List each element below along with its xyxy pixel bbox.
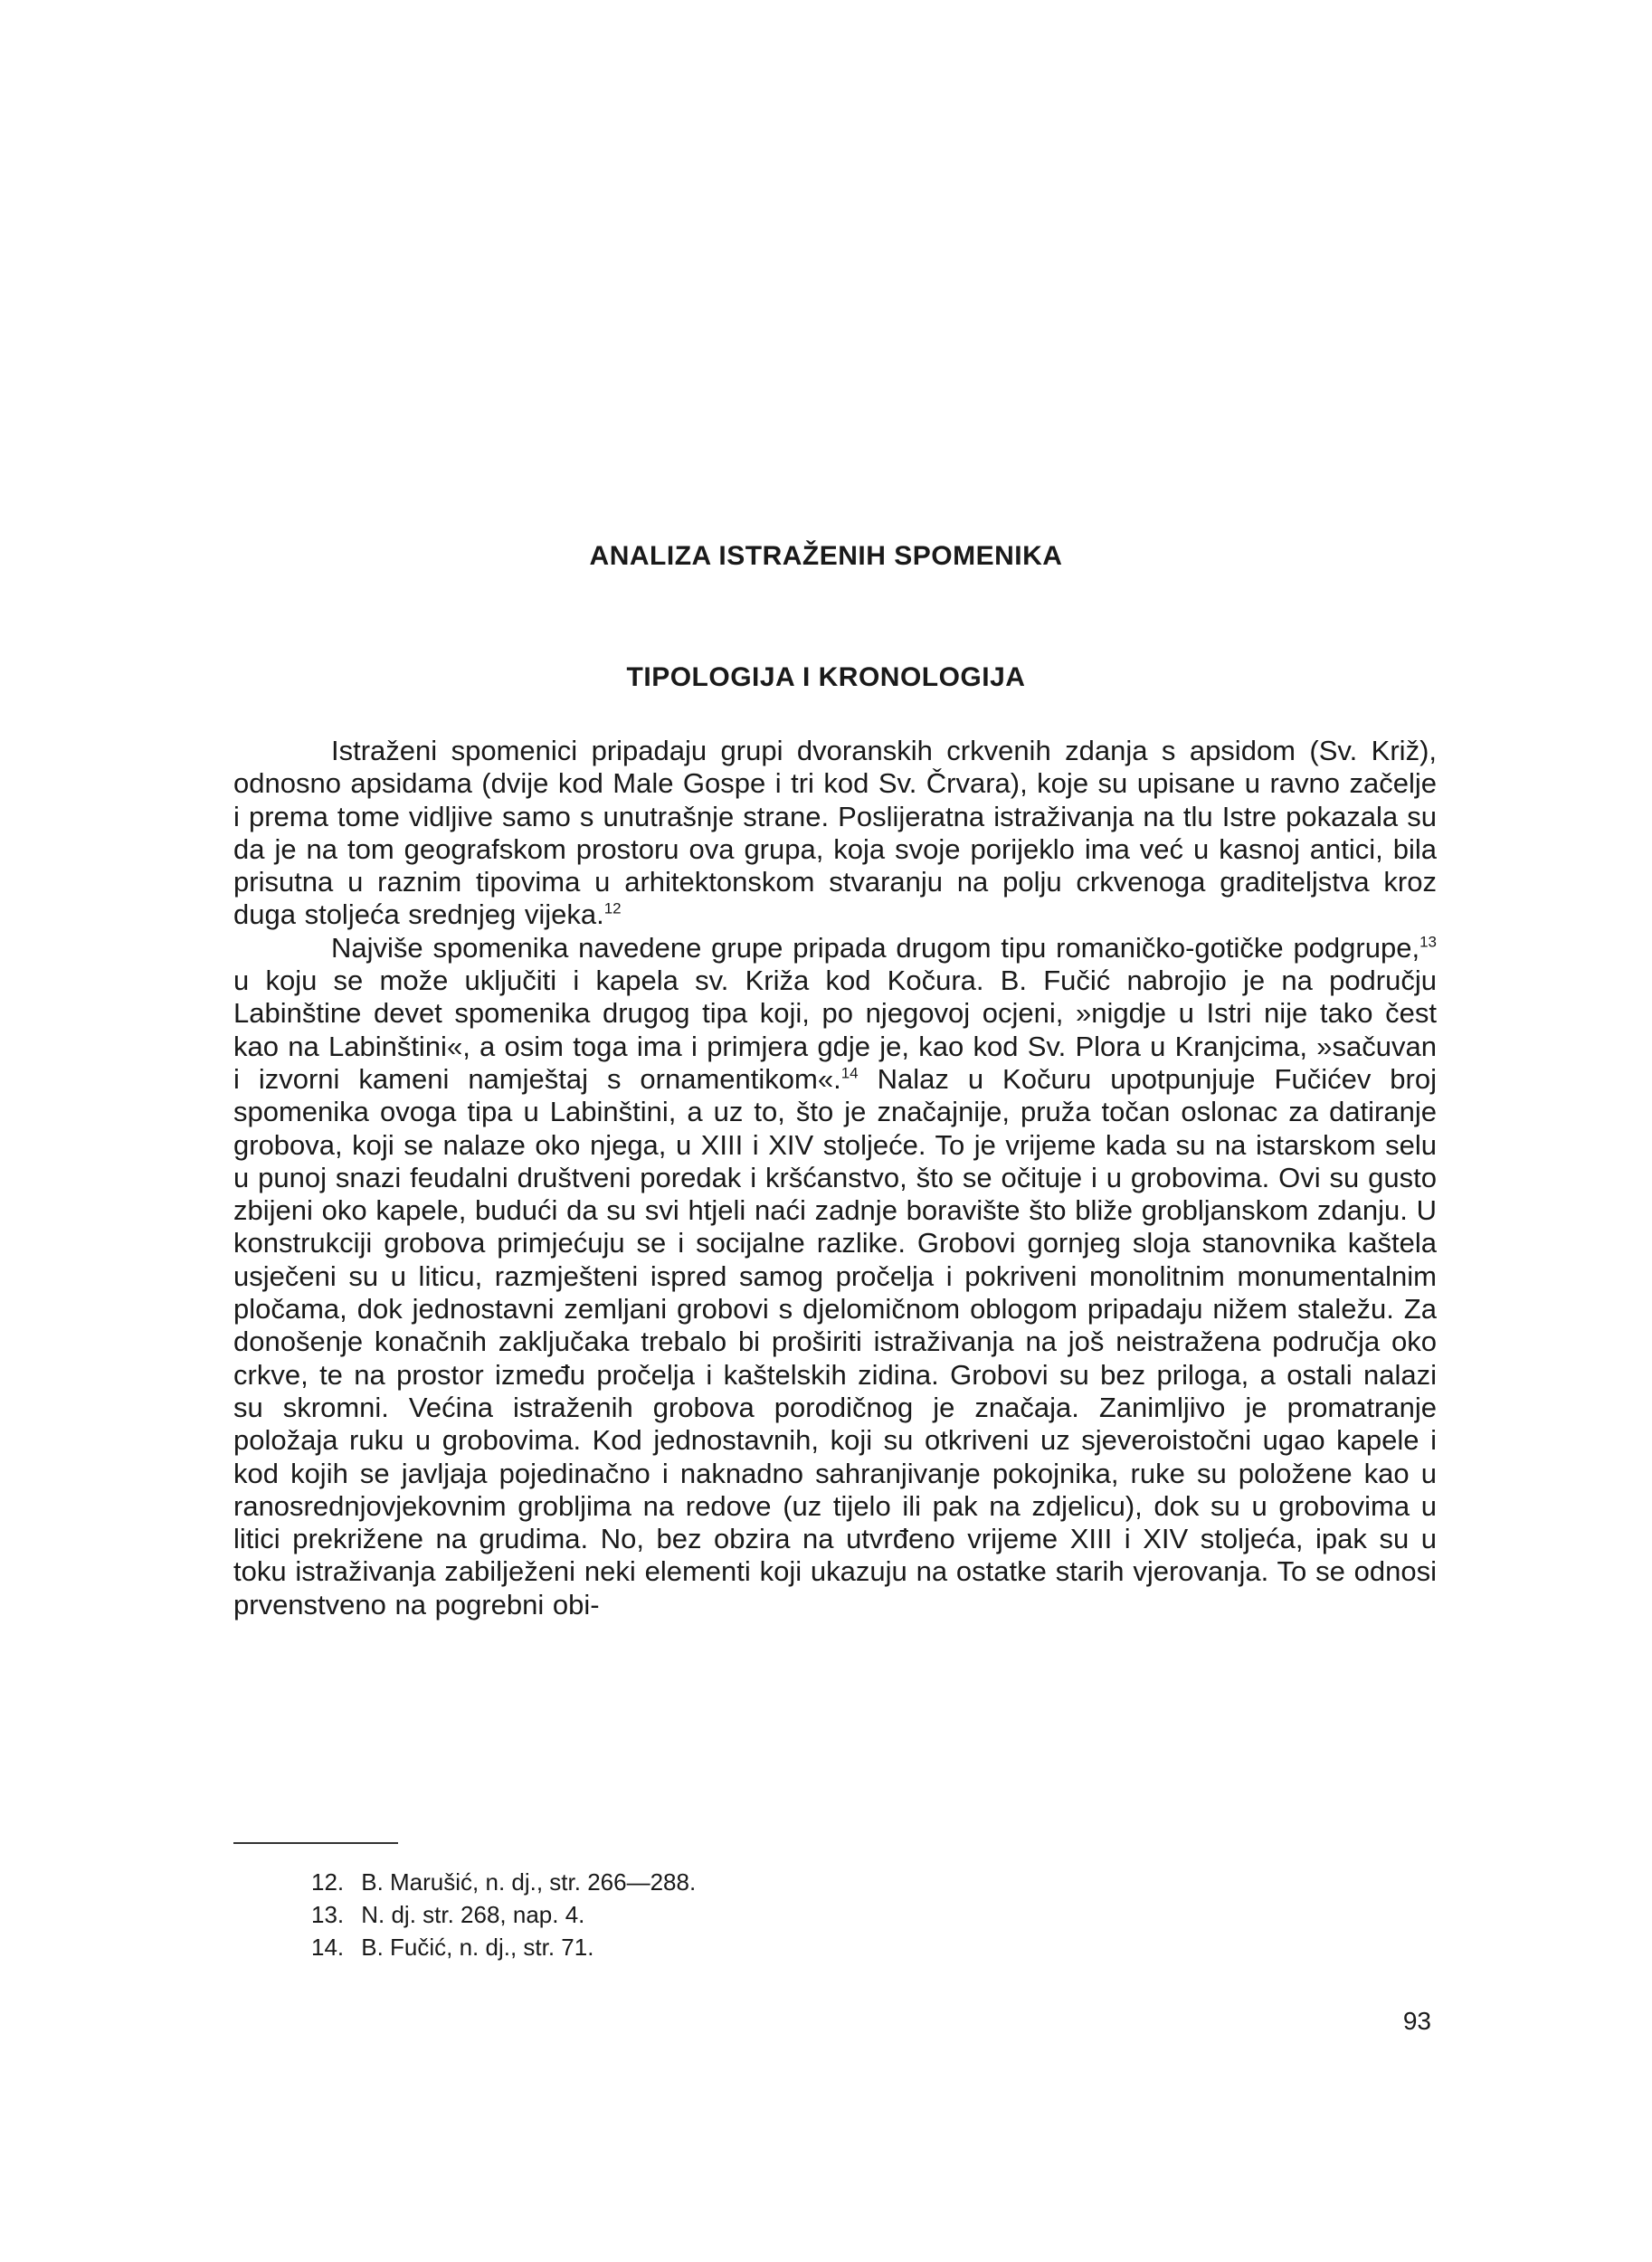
footnote-item (311, 1866, 1125, 1898)
footnote-item (311, 1898, 1125, 1931)
body-text (233, 735, 1437, 1621)
footnote-number: 13. (311, 1901, 345, 1928)
paragraph-1-text: Istraženi spomenici pripadaju grupi dvoranskih crkvenih zdanja s apsidom (Sv. Križ), odnosno apsidama (dvije kod Male Gospe i tri kod Sv. Črvara), koje su upisane u ravno začelje i prema tome vidljive samo s unutrašnje strane. Poslijeratna istraživanja na tlu Istre pokazala su da je na tom geografskom prostoru ova grupa, koja svoje porijeklo ima već u kasnoj antici, bila prisutna u raznim tipovima u arhitektonskom stvaranju na polju crkvenoga graditeljstva kroz duga stoljeća srednjeg vijeka. (233, 735, 1437, 931)
paragraph-2-text-part-1: Najviše spomenika navedene grupe pripada drugom tipu romaničko-gotičke podgrupe, (331, 931, 1420, 964)
footnote-number: 14. (311, 1934, 345, 1961)
paragraph-2-text-part-3: Nalaz u Kočuru upotpunjuje Fučićev broj spomenika ovoga tipa u Labinštini, a uz to, što je značajnije, pruža točan oslonac za datiranje grobova, koji se nalaze oko njega, u XIII i XIV stoljeće. To je vrijeme kada su na istarskom selu u punoj snazi feudalni društveni poredak i kršćanstvo, što se očituje i u grobovima. Ovi su gusto zbijeni oko kapele, budući da su svi htjeli naći zadnje boravište što bliže grobljanskom zdanju. U konstrukciji grobova primjećuju se i socijalne razlike. Grobovi gornjeg sloja stanovnika kaštela usječeni su u liticu, razmješteni ispred samog pročelja i pokriveni monolitnim monumentalnim pločama, dok jednostavni zemljani grobovi s djelomičnom oblogom pripadaju nižem staležu. Za donošenje konačnih zaključaka trebalo bi proširiti istraživanja na još neistražena područja oko crkve, te na prostor između pročelja i kaštelskih zidina. Grobovi su bez priloga, a ostali nalazi su skromni. Većina istraženih grobova porodičnog je značaja. Zanimljivo je promatranje položaja ruku u grobovima. Kod jednostavnih, koji su otkriveni uz sjeveroistočni ugao kapele i kod kojih se javljaja pojedinačno i naknadno sahranjivanje pokojnika, ruke su položene kao u ranosrednjovjekovnim grobljima na redove (uz tijelo ili pak na zdjelicu), dok su u grobovima u litici prekrižene na grudima. No, bez obzira na utvrđeno vrijeme XIII i XIV stoljeća, ipak su u toku istraživanja zabilježeni neki elementi koji ukazuju na ostatke starih vjerovanja. To se odnosi prvenstveno na pogrebni obi- (233, 1062, 1437, 1620)
footnotes-list (311, 1866, 1125, 1963)
footnote-ref-13: 13 (1419, 933, 1437, 951)
paragraph-2 (233, 932, 1437, 1621)
main-heading: ANALIZA ISTRAŽENIH SPOMENIKA (589, 541, 1063, 571)
footnote-number: 12. (311, 1868, 345, 1896)
footnote-ref-14: 14 (840, 1064, 859, 1082)
footnote-ref-12: 12 (603, 900, 622, 918)
page-number: 93 (1402, 2007, 1431, 2035)
footnote-item (311, 1931, 1125, 1963)
paragraph-1 (233, 735, 1437, 932)
footnote-divider (233, 1842, 398, 1844)
footnote-text: N. dj. str. 268, nap. 4. (361, 1901, 585, 1928)
section-heading: TIPOLOGIJA I KRONOLOGIJA (626, 662, 1026, 692)
footnote-text: B. Marušić, n. dj., str. 266—288. (361, 1868, 697, 1896)
paragraph-2-text-part-2: u koju se može uključiti i kapela sv. Križa kod Kočura. B. Fučić nabrojio je na području Labinštine devet spomenika drugog tipa koji, po njegovoj ocjeni, »nigdje u Istri nije tako čest kao na Labinštini«, a osim toga ima i primjera gdje je, kao kod Sv. Plora u Kranjcima, »sačuvan i izvorni kameni namještaj s ornamentikom«. (233, 965, 1437, 1095)
footnote-text: B. Fučić, n. dj., str. 71. (361, 1934, 594, 1961)
